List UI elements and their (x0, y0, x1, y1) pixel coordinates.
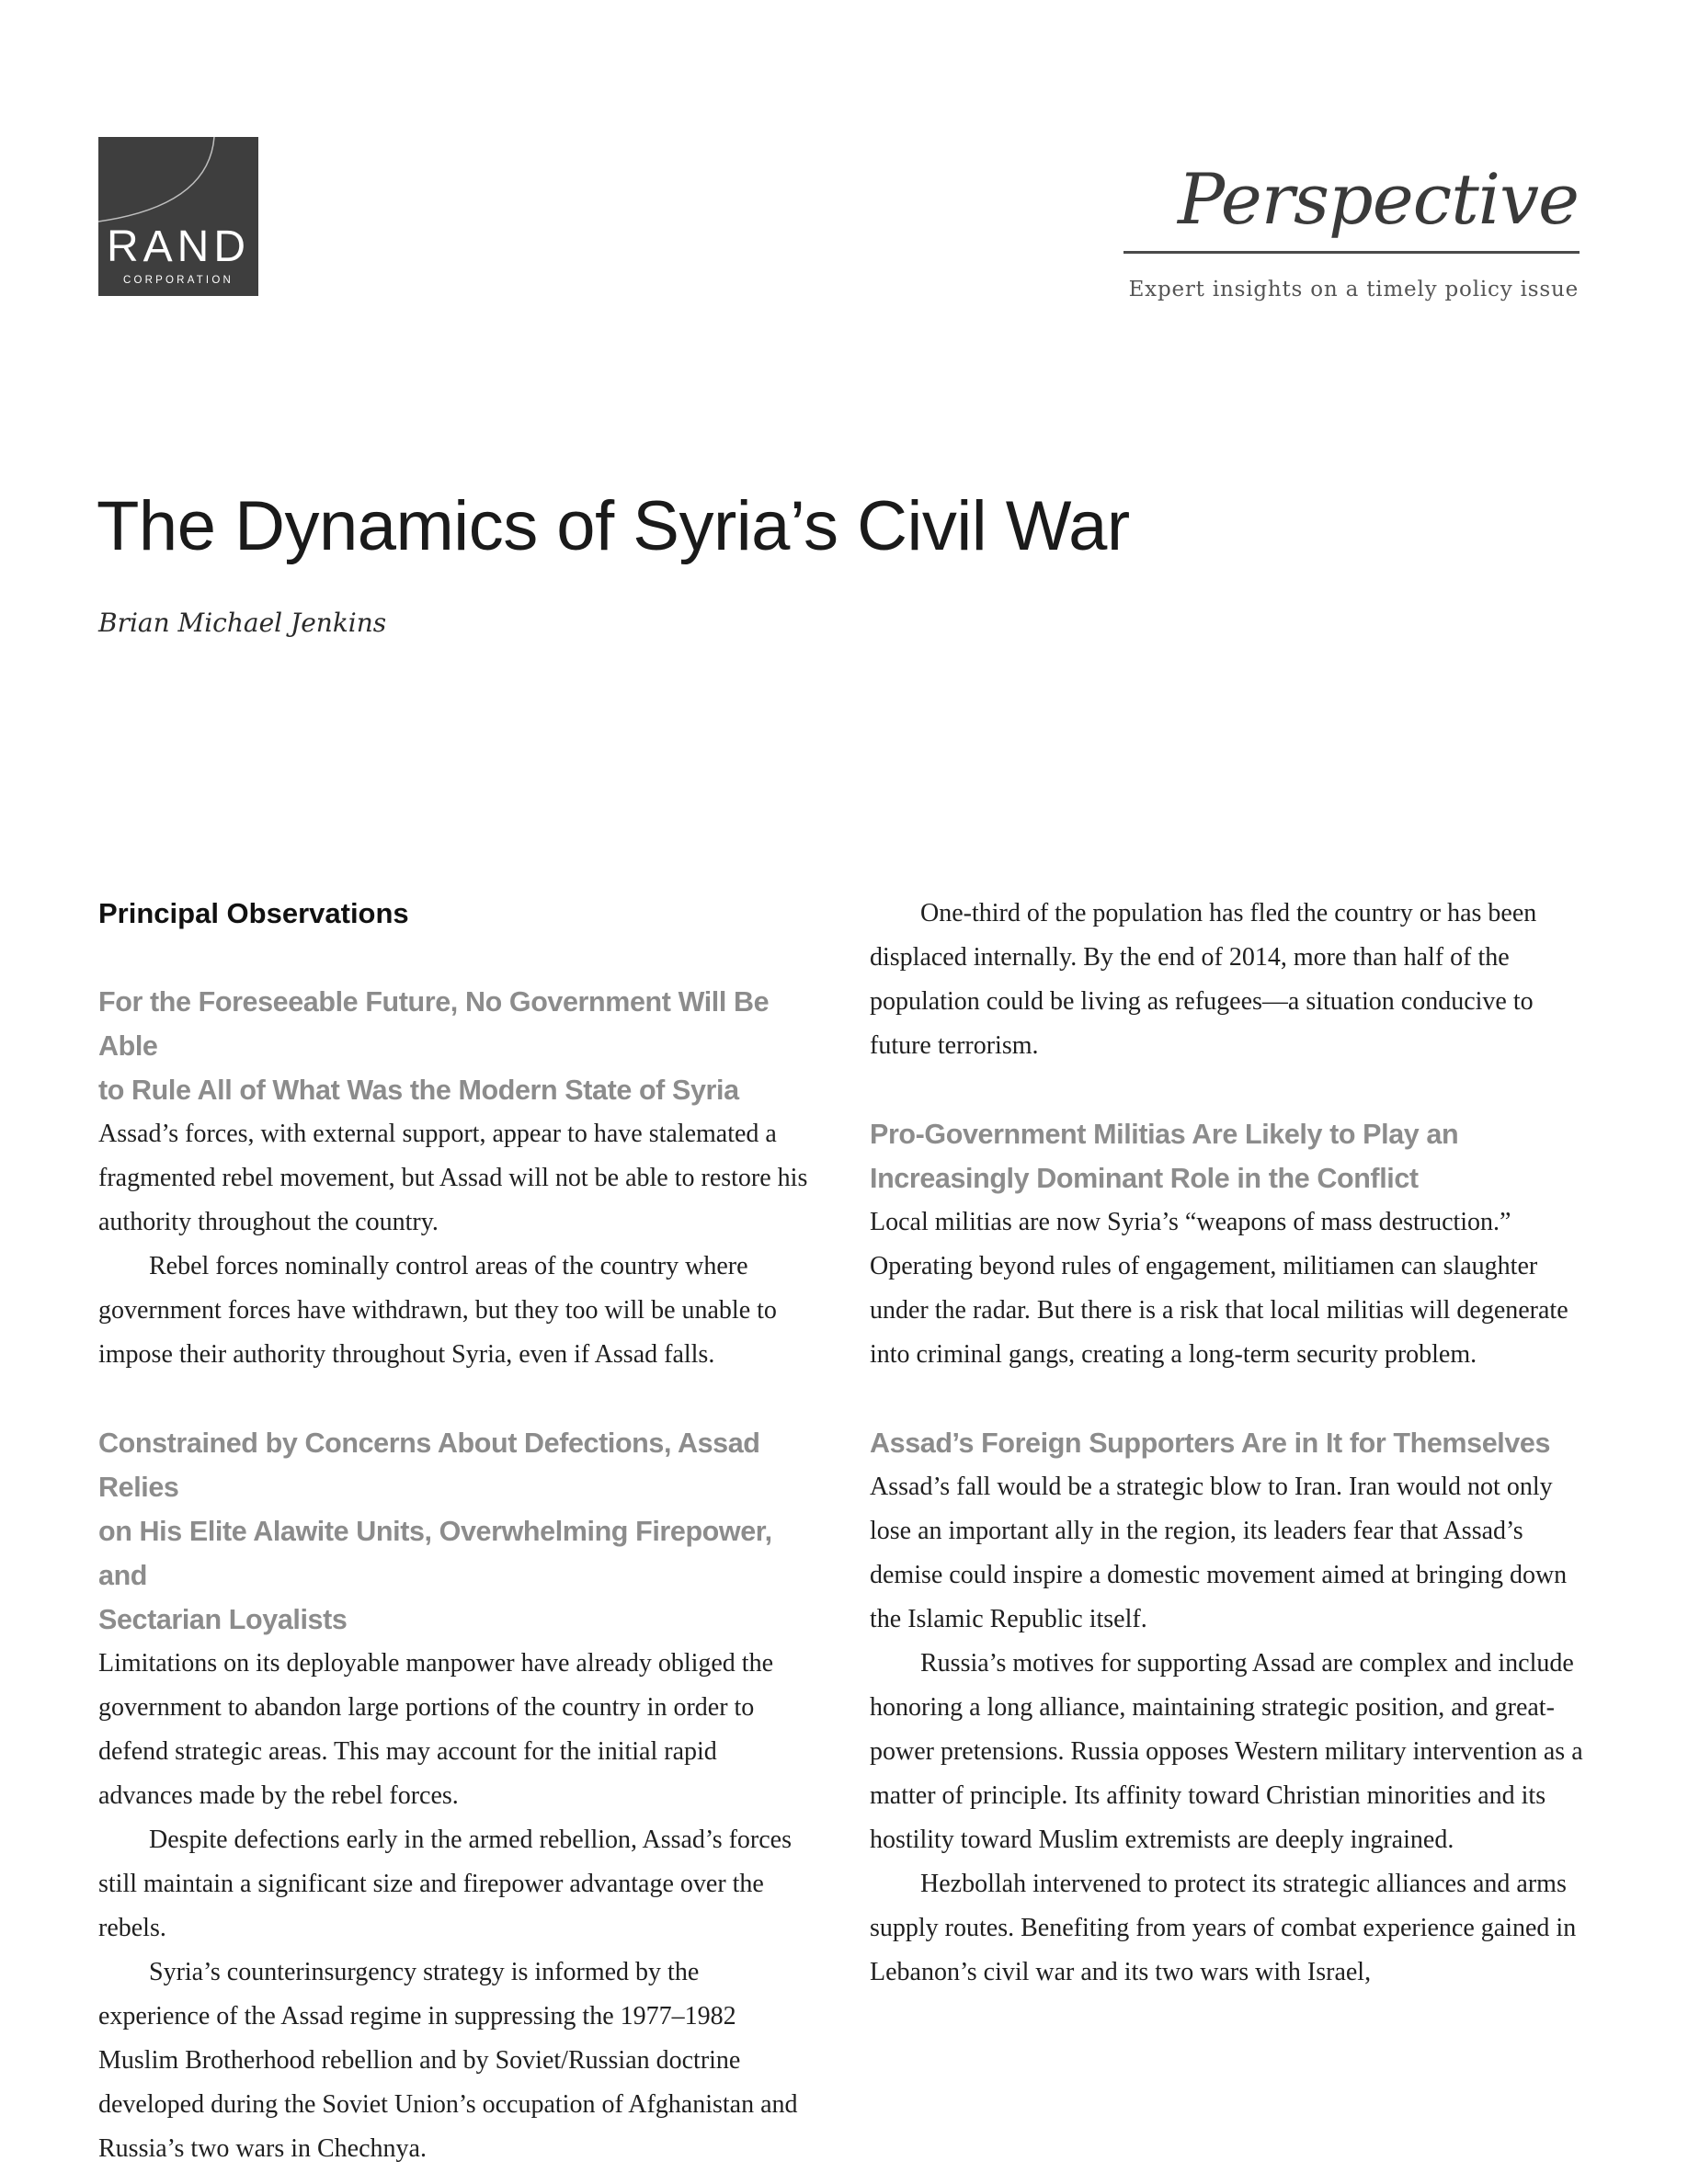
logo-subtitle: CORPORATION (123, 275, 234, 286)
paragraph: Syria’s counterinsurgency strategy is informed by the experience of the Assad regime in suppressing the 1977–1982 Muslim Brotherhood rebellion and by Soviet/Russian doctrine developed during the Soviet Union’s occupation of Afghanistan and Russia’s two wars in Chechnya. (98, 1958, 798, 2163)
left-column (98, 892, 815, 2171)
series-title: Perspective (1178, 158, 1579, 240)
section-title: Principal Observations (98, 897, 409, 929)
subheading-line: on His Elite Alawite Units, Overwhelming Firepower, and (98, 1516, 772, 1591)
spacer (98, 1377, 815, 1421)
header-rule (1123, 251, 1580, 254)
series-tagline: Expert insights on a timely policy issue (1128, 278, 1579, 301)
subheading-line: Increasingly Dominant Role in the Conflict (870, 1163, 1419, 1194)
document-author: Brian Michael Jenkins (98, 608, 387, 638)
logo-name: RAND (106, 222, 250, 271)
paragraph: Local militias are now Syria’s “weapons of mass destruction.” Operating beyond rules of engagement, militiamen can slaughter under the radar. But there is a risk that local militias will degenerate into criminal gangs, creating a long-term security problem. (870, 1208, 1568, 1369)
subheading-line: Pro-Government Militias Are Likely to Play an (870, 1119, 1459, 1150)
paragraph: Limitations on its deployable manpower have already obliged the government to abandon large portions of the country in order to defend strategic areas. This may account for the initial rapid advances made by the rebel forces. (98, 1649, 774, 1810)
paragraph: Rebel forces nominally control areas of the country where government forces have withdrawn, but they too will be unable to impose their authority throughout Syria, even if Assad falls. (98, 1252, 777, 1369)
paragraph: Assad’s forces, with external support, appear to have stalemated a fragmented rebel movement, but Assad will not be able to restore his authority throughout the country. (98, 1120, 808, 1236)
subheading-line: For the Foreseeable Future, No Government Will Be Able (98, 986, 770, 1062)
logo-arc-graphic (98, 137, 258, 296)
right-column (870, 892, 1596, 1995)
spacer (870, 1377, 1596, 1421)
paragraph: One-third of the population has fled the country or has been displaced internally. By the end of 2014, more than half of the population could be living as refugees—a situation conducive to future terrorism. (870, 899, 1537, 1060)
subheading-line: to Rule All of What Was the Modern State of Syria (98, 1075, 739, 1106)
rand-logo (98, 137, 258, 296)
paragraph: Despite defections early in the armed rebellion, Assad’s forces still maintain a significant size and firepower advantage over the rebels. (98, 1826, 792, 1942)
paragraph: Hezbollah intervened to protect its strategic alliances and arms supply routes. Benefiting from years of combat experience gained in Lebanon’s civil war and its two wars with Israel, (870, 1870, 1577, 1986)
paragraph: Russia’s motives for supporting Assad are complex and include honoring a long alliance, maintaining strategic position, and great-power pretensions. Russia opposes Western military intervention as a matter of principle. Its affinity toward Christian minorities and its hostility toward Muslim extremists are deeply ingrained. (870, 1649, 1583, 1854)
subheading-line: Constrained by Concerns About Defections, Assad Relies (98, 1428, 760, 1503)
paragraph: Assad’s fall would be a strategic blow to Iran. Iran would not only lose an important ally in the region, its leaders fear that Assad’s demise could inspire a domestic movement aimed at bringing down the Islamic Republic itself. (870, 1473, 1568, 1633)
subheading-line: Assad’s Foreign Supporters Are in It for Themselves (870, 1428, 1551, 1459)
subheading-line: Sectarian Loyalists (98, 1604, 348, 1635)
spacer (870, 1068, 1596, 1112)
document-title: The Dynamics of Syria’s Civil War (97, 487, 1130, 565)
